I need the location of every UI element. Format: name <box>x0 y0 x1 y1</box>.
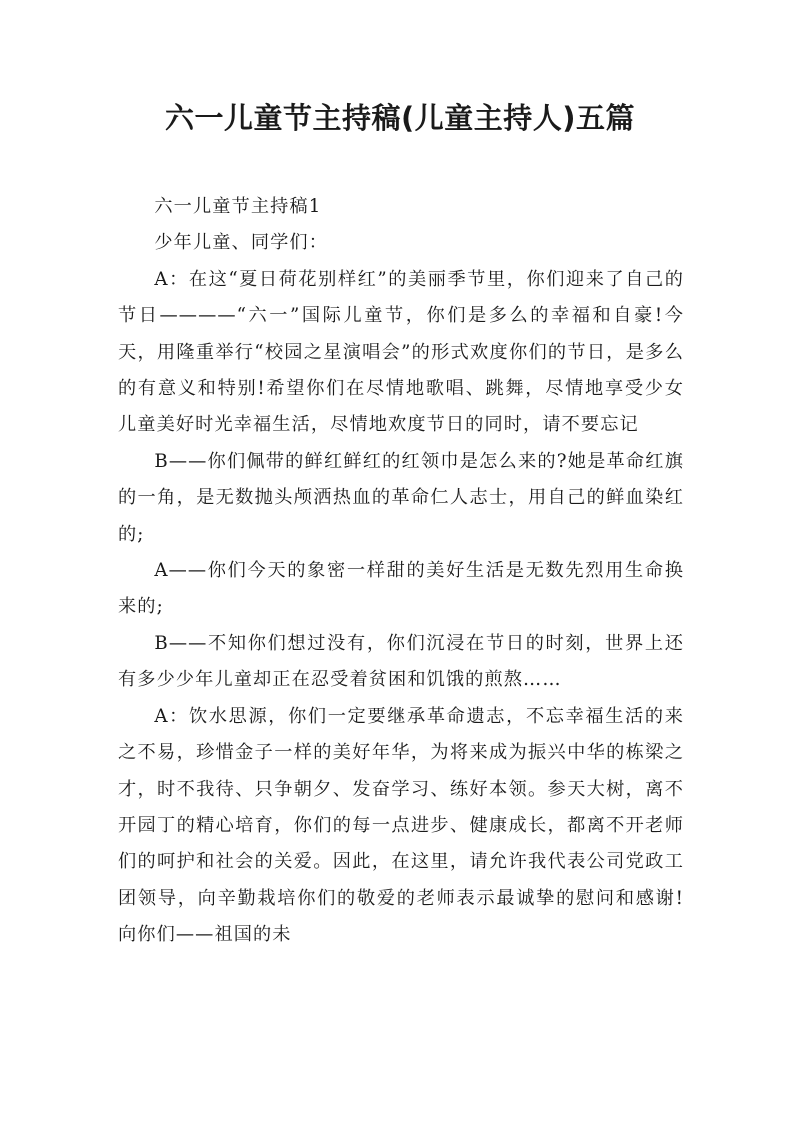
paragraph-heading: 六一儿童节主持稿1 <box>154 196 322 217</box>
document-body <box>118 189 684 954</box>
paragraph-a-1: A：在这“夏日荷花别样红”的美丽季节里，你们迎来了自己的节日————“六一”国际儿童节，你们是多么的幸福和自豪!今天，用隆重举行“校园之星演唱会”的形式欢度你们的节日，是多么的有意义和特别!希望你们在尽情地歌唱、跳舞，尽情地享受少女儿童美好时光幸福生活，尽情地欢度节日的同时，请不要忘记 <box>118 268 684 436</box>
paragraph-b-2: B——不知你们想过没有，你们沉浸在节日的时刻，世界上还有多少少年儿童却正在忍受着贫困和饥饿的煎熬…… <box>118 632 684 691</box>
paragraph-a-2: A——你们今天的象密一样甜的美好生活是无数先烈用生命换来的; <box>118 560 684 618</box>
paragraph-a-3: A：饮水思源，你们一定要继承革命遗志，不忘幸福生活的来之不易，珍惜金子一样的美好年华，为将来成为振兴中华的栋梁之才，时不我待、只争朝夕、发奋学习、练好本领。参天大树，离不开园丁的精心培育，你们的每一点进步、健康成长，都离不开老师们的呵护和社会的关爱。因此，在这里，请允许我代表公司党政工团领导，向辛勤栽培你们的敬爱的老师表示最诚挚的慰问和感谢!向你们——祖国的未 <box>118 705 684 946</box>
paragraph-b-1: B——你们佩带的鲜红鲜红的红领巾是怎么来的?她是革命红旗的一角，是无数抛头颅洒热血的革命仁人志士，用自己的鲜血染红的; <box>118 450 684 545</box>
paragraph-greeting: 少年儿童、同学们： <box>154 232 328 254</box>
document-title: 六一儿童节主持稿(儿童主持人)五篇 <box>164 101 635 135</box>
